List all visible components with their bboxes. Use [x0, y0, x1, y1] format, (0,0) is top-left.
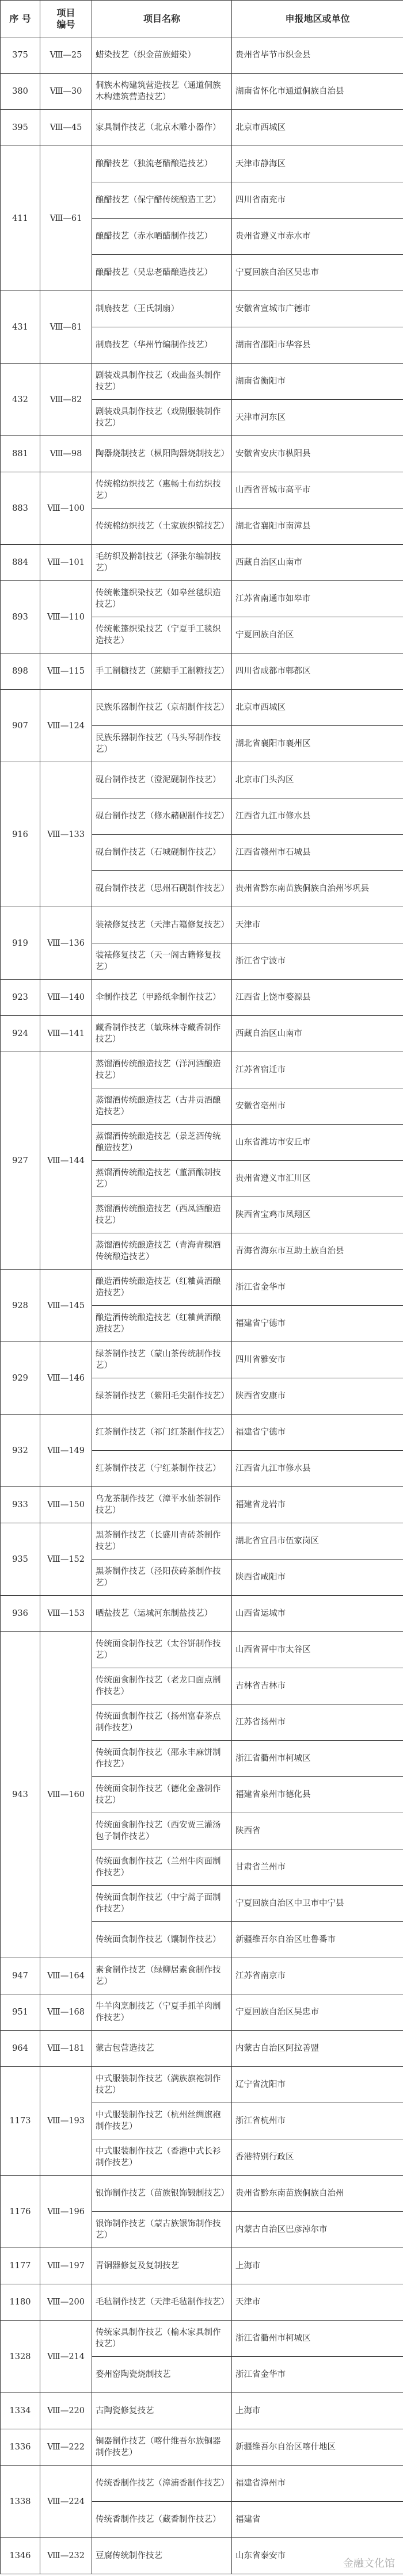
project-code: Ⅷ—45 [40, 110, 92, 146]
region: 浙江省衢州市柯城区 [232, 1741, 403, 1777]
table-row [1, 2067, 403, 2103]
row-number: 898 [1, 653, 40, 690]
table-header-row [1, 1, 403, 37]
project-name: 古陶瓷修复技艺 [92, 2393, 232, 2429]
project-name: 砚台制作技艺（修水赭砚制作技艺） [92, 798, 232, 835]
region: 新疆维吾尔自治区喀什地区 [232, 2429, 403, 2466]
row-number: 928 [1, 1270, 40, 1342]
region: 浙江省金华市 [232, 1270, 403, 1306]
project-name: 蒸馏酒传统酿造技艺（董酒酿制技艺） [92, 1161, 232, 1197]
project-name: 剧装戏具制作技艺（戏曲盔头制作技艺） [92, 364, 232, 400]
row-number: 943 [1, 1632, 40, 1958]
region: 福建省宁德市 [232, 1415, 403, 1451]
table-row [1, 1487, 403, 1523]
project-name: 藏香制作技艺（敏珠林寺藏香制作技艺） [92, 1016, 232, 1052]
project-code: Ⅷ—81 [40, 291, 92, 364]
region: 陕西省安康市 [232, 1378, 403, 1415]
project-name: 砚台制作技艺（石城砚制作技艺） [92, 835, 232, 871]
project-name: 青铜器修复及复制技艺 [92, 2248, 232, 2284]
project-code: Ⅷ—150 [40, 1487, 92, 1523]
region: 江西省九江市修水县 [232, 1451, 403, 1487]
project-name: 蜡染技艺（织金苗族蜡染） [92, 37, 232, 74]
row-number: 936 [1, 1596, 40, 1632]
region: 贵州省毕节市织金县 [232, 37, 403, 74]
region: 安徽省安庆市枞阳县 [232, 436, 403, 472]
row-number: 883 [1, 472, 40, 545]
project-name: 蒸馏酒传统酿造技艺（洋河酒酿造技艺） [92, 1052, 232, 1088]
region: 天津市 [232, 2284, 403, 2321]
table-row [1, 2466, 403, 2502]
region: 上海市 [232, 2393, 403, 2429]
table-row [1, 2031, 403, 2067]
project-name: 婺州窑陶瓷烧制技艺 [92, 2357, 232, 2393]
table-row [1, 762, 403, 798]
project-code: Ⅷ—61 [40, 146, 92, 291]
region: 西藏自治区山南市 [232, 1016, 403, 1052]
row-number: 935 [1, 1523, 40, 1596]
region: 贵州省遵义市赤水市 [232, 219, 403, 255]
row-number: 947 [1, 1958, 40, 1994]
region: 贵州省黔东南苗族侗族自治州岑巩县 [232, 871, 403, 907]
region: 湖南省邵阳市华容县 [232, 327, 403, 364]
table-row [1, 545, 403, 581]
project-name: 酿醋技艺（吴忠老醋酿造技艺） [92, 255, 232, 291]
project-code: Ⅷ—160 [40, 1632, 92, 1958]
table-row [1, 1958, 403, 1994]
project-name: 乌龙茶制作技艺（漳平水仙茶制作技艺） [92, 1487, 232, 1523]
region: 江苏省扬州市 [232, 1704, 403, 1741]
table-row [1, 1523, 403, 1560]
project-name: 蒸馏酒传统酿造技艺（景芝酒传统酿造技艺） [92, 1125, 232, 1161]
project-name: 黑茶制作技艺（泾阳茯砖茶制作技艺） [92, 1560, 232, 1596]
region: 福建省 [232, 2502, 403, 2538]
region: 浙江省衢州市柯城区 [232, 2321, 403, 2357]
project-code: Ⅷ—98 [40, 436, 92, 472]
row-number: 916 [1, 762, 40, 907]
project-name: 银饰制作技艺（蒙古族银饰制作技艺） [92, 2212, 232, 2248]
project-code: Ⅷ—124 [40, 690, 92, 762]
project-code: Ⅷ—146 [40, 1342, 92, 1415]
region: 天津市静海区 [232, 146, 403, 182]
region: 宁夏回族自治区吴忠市 [232, 1994, 403, 2031]
row-number: 932 [1, 1415, 40, 1487]
row-number: 929 [1, 1342, 40, 1415]
project-name: 手工制糖技艺（蔗糖手工制糖技艺） [92, 653, 232, 690]
project-code: Ⅷ—224 [40, 2466, 92, 2538]
row-number: 1328 [1, 2321, 40, 2393]
region: 四川省成都市郫都区 [232, 653, 403, 690]
project-name: 晒盐技艺（运城河东制盐技艺） [92, 1596, 232, 1632]
region: 江西省赣州市石城县 [232, 835, 403, 871]
region: 福建省龙岩市 [232, 1487, 403, 1523]
region: 山东省潍坊市安丘市 [232, 1125, 403, 1161]
table-row [1, 1342, 403, 1378]
project-code: Ⅷ—133 [40, 762, 92, 907]
project-code: Ⅷ—141 [40, 1016, 92, 1052]
watermark-logo: 金融文化馆 [343, 2558, 395, 2570]
project-name: 伞制作技艺（甲路纸伞制作技艺） [92, 980, 232, 1016]
project-name: 传统帐篷织染技艺（宁夏手工毯织造技艺） [92, 617, 232, 653]
project-code: Ⅷ—25 [40, 37, 92, 74]
project-code: Ⅷ—220 [40, 2393, 92, 2429]
project-name: 黑茶制作技艺（长盛川青砖茶制作技艺） [92, 1523, 232, 1560]
region: 天津市 [232, 907, 403, 943]
project-name: 酿造酒传统酿造技艺（红粬黄酒酿造技艺） [92, 1270, 232, 1306]
project-name: 传统面食制作技艺（太谷饼制作技艺） [92, 1632, 232, 1668]
table-row [1, 1632, 403, 1668]
row-number: 375 [1, 37, 40, 74]
project-code: Ⅷ—232 [40, 2538, 92, 2574]
region: 内蒙古自治区巴彦淖尔市 [232, 2212, 403, 2248]
header-number: 序 号 [1, 1, 40, 37]
project-code: Ⅷ—144 [40, 1052, 92, 1270]
row-number: 1338 [1, 2466, 40, 2538]
region: 宁夏回族自治区 [232, 617, 403, 653]
project-name: 红茶制作技艺（祁门红茶制作技艺） [92, 1415, 232, 1451]
project-name: 酿造酒传统酿造技艺（红粬黄酒酿造技艺） [92, 1306, 232, 1342]
table-row [1, 2248, 403, 2284]
project-name: 传统棉纺织技艺（惠畅土布纺织技艺） [92, 472, 232, 509]
row-number: 411 [1, 146, 40, 291]
project-name: 中式服装制作技艺（杭州丝绸旗袍制作技艺） [92, 2103, 232, 2139]
region: 江苏省宿迁市 [232, 1052, 403, 1088]
project-code: Ⅷ—222 [40, 2429, 92, 2466]
table-row [1, 581, 403, 617]
project-code: Ⅷ—214 [40, 2321, 92, 2393]
project-name: 传统家具制作技艺（榆木家具制作技艺） [92, 2321, 232, 2357]
header-region: 申报地区或单位 [232, 1, 403, 37]
table-row [1, 1016, 403, 1052]
row-number: 1334 [1, 2393, 40, 2429]
table-row [1, 907, 403, 943]
project-name: 装裱修复技艺（天一阁古籍修复技艺） [92, 943, 232, 980]
region: 安徽省宣城市广德市 [232, 291, 403, 327]
row-number: 1177 [1, 2248, 40, 2284]
table-row [1, 74, 403, 110]
row-number: 881 [1, 436, 40, 472]
project-name: 传统香制作技艺（漳浦香制作技艺） [92, 2466, 232, 2502]
project-code: Ⅷ—193 [40, 2067, 92, 2176]
region: 浙江省金华市 [232, 2357, 403, 2393]
project-name: 红茶制作技艺（宁红茶制作技艺） [92, 1451, 232, 1487]
table-row [1, 2393, 403, 2429]
row-number: 924 [1, 1016, 40, 1052]
project-name: 传统帐篷织染技艺（如皋丝毯织造技艺） [92, 581, 232, 617]
region: 内蒙古自治区阿拉善盟 [232, 2031, 403, 2067]
region: 湖南省怀化市通道侗族自治县 [232, 74, 403, 110]
region: 湖北省宜昌市伍家岗区 [232, 1523, 403, 1560]
region: 新疆维吾尔自治区吐鲁番市 [232, 1922, 403, 1958]
project-name: 民族乐器制作技艺（马头琴制作技艺） [92, 726, 232, 762]
region: 安徽省亳州市 [232, 1088, 403, 1125]
project-name: 剧装戏具制作技艺（戏剧服装制作技艺） [92, 400, 232, 436]
project-name: 豆腐传统制作技艺 [92, 2538, 232, 2574]
table-row [1, 436, 403, 472]
region: 江苏省南京市 [232, 1958, 403, 1994]
row-number: 907 [1, 690, 40, 762]
table-row [1, 653, 403, 690]
region: 四川省南充市 [232, 182, 403, 219]
row-number: 964 [1, 2031, 40, 2067]
row-number: 1180 [1, 2284, 40, 2321]
table-row [1, 1994, 403, 2031]
table-row [1, 2429, 403, 2466]
project-code: Ⅷ—140 [40, 980, 92, 1016]
region: 贵州省黔东南苗族侗族自治州 [232, 2176, 403, 2212]
table-row [1, 1415, 403, 1451]
region: 浙江省宁波市 [232, 943, 403, 980]
project-name: 传统面食制作技艺（扬州富春茶点制作技艺） [92, 1704, 232, 1741]
project-code: Ⅷ—164 [40, 1958, 92, 1994]
row-number: 395 [1, 110, 40, 146]
table-row [1, 2176, 403, 2212]
project-code: Ⅷ—101 [40, 545, 92, 581]
project-name: 陶器烧制技艺（枞阳陶器烧制技艺） [92, 436, 232, 472]
region: 辽宁省沈阳市 [232, 2067, 403, 2103]
table-row [1, 2284, 403, 2321]
header-project-code: 项目 编号 [40, 1, 92, 37]
row-number: 927 [1, 1052, 40, 1270]
row-number: 431 [1, 291, 40, 364]
project-name: 银饰制作技艺（苗族银饰锻制技艺） [92, 2176, 232, 2212]
project-code: Ⅷ—200 [40, 2284, 92, 2321]
project-name: 制扇技艺（华州竹编制作技艺） [92, 327, 232, 364]
region: 陕西省咸阳市 [232, 1560, 403, 1596]
region: 上海市 [232, 2248, 403, 2284]
table-row [1, 1270, 403, 1306]
project-code: Ⅷ—30 [40, 74, 92, 110]
project-name: 绿茶制作技艺（蒙山茶传统制作技艺） [92, 1342, 232, 1378]
project-code: Ⅷ—153 [40, 1596, 92, 1632]
project-name: 蒸馏酒传统酿造技艺（古井贡酒酿造技艺） [92, 1088, 232, 1125]
row-number: 1346 [1, 2538, 40, 2574]
row-number: 1173 [1, 2067, 40, 2176]
region: 陕西省 [232, 1813, 403, 1849]
project-name: 装裱修复技艺（天津古籍修复技艺） [92, 907, 232, 943]
table-body [1, 37, 403, 2574]
region: 青海省海东市互助土族自治县 [232, 1233, 403, 1270]
project-code: Ⅷ—115 [40, 653, 92, 690]
row-number: 933 [1, 1487, 40, 1523]
project-name: 绿茶制作技艺（紫阳毛尖制作技艺） [92, 1378, 232, 1415]
project-name: 传统面食制作技艺（中宁蒿子面制作技艺） [92, 1886, 232, 1922]
project-name: 传统面食制作技艺（邵永丰麻饼制作技艺） [92, 1741, 232, 1777]
project-name: 牛羊肉烹制技艺（宁夏手抓羊肉制作技艺） [92, 1994, 232, 2031]
project-code: Ⅷ—145 [40, 1270, 92, 1342]
project-name: 民族乐器制作技艺（京胡制作技艺） [92, 690, 232, 726]
project-name: 家具制作技艺（北京木雕小器作） [92, 110, 232, 146]
project-code: Ⅷ—152 [40, 1523, 92, 1596]
region: 天津市河东区 [232, 400, 403, 436]
project-name: 素食制作技艺（绿柳居素食制作技艺） [92, 1958, 232, 1994]
table-row [1, 364, 403, 400]
project-name: 中式服装制作技艺（满族旗袍制作技艺） [92, 2067, 232, 2103]
row-number: 432 [1, 364, 40, 436]
region: 香港特别行政区 [232, 2139, 403, 2176]
table-row [1, 1052, 403, 1088]
region: 湖南省衡阳市 [232, 364, 403, 400]
region: 山西省运城市 [232, 1596, 403, 1632]
row-number: 380 [1, 74, 40, 110]
row-number: 951 [1, 1994, 40, 2031]
region: 福建省漳州市 [232, 2466, 403, 2502]
region: 江苏省南通市如皋市 [232, 581, 403, 617]
region: 北京市西城区 [232, 110, 403, 146]
table-row [1, 291, 403, 327]
project-name: 制扇技艺（王氏制扇） [92, 291, 232, 327]
project-code: Ⅷ—136 [40, 907, 92, 980]
region: 吉林省吉林市 [232, 1668, 403, 1704]
region: 甘肃省兰州市 [232, 1849, 403, 1886]
region: 四川省雅安市 [232, 1342, 403, 1378]
table-row [1, 980, 403, 1016]
region: 江西省九江市修水县 [232, 798, 403, 835]
project-name: 传统香制作技艺（藏香制作技艺） [92, 2502, 232, 2538]
region: 陕西省宝鸡市凤翔区 [232, 1197, 403, 1233]
row-number: 1176 [1, 2176, 40, 2248]
region: 北京市西城区 [232, 690, 403, 726]
project-name: 传统面食制作技艺（德化金盏制作技艺） [92, 1777, 232, 1813]
project-name: 酿醋技艺（独流老醋酿造技艺） [92, 146, 232, 182]
region: 福建省泉州市德化县 [232, 1777, 403, 1813]
project-code: Ⅷ—100 [40, 472, 92, 545]
project-name: 酿醋技艺（保宁醋传统酿造工艺） [92, 182, 232, 219]
row-number: 919 [1, 907, 40, 980]
project-name: 毛纺织及擀制技艺（泽张尔编制技艺） [92, 545, 232, 581]
project-name: 酿醋技艺（赤水晒醋制作技艺） [92, 219, 232, 255]
table-row [1, 472, 403, 509]
project-name: 传统面食制作技艺（兰州牛肉面制作技艺） [92, 1849, 232, 1886]
region: 浙江省杭州市 [232, 2103, 403, 2139]
project-code: Ⅷ—149 [40, 1415, 92, 1487]
project-name: 蒸馏酒传统酿造技艺（青海青稞酒传统酿造技艺） [92, 1233, 232, 1270]
region: 宁夏回族自治区中卫市中宁县 [232, 1886, 403, 1922]
project-name: 蒸馏酒传统酿造技艺（西凤酒酿造技艺） [92, 1197, 232, 1233]
project-name: 毛毡制作技艺（天津毛毡制作技艺） [92, 2284, 232, 2321]
project-code: Ⅷ—196 [40, 2176, 92, 2248]
header-project-name: 项目名称 [92, 1, 232, 37]
project-code: Ⅷ—181 [40, 2031, 92, 2067]
region: 山西省晋城市高平市 [232, 472, 403, 509]
region: 宁夏回族自治区吴忠市 [232, 255, 403, 291]
table-row [1, 2321, 403, 2357]
row-number: 884 [1, 545, 40, 581]
row-number: 923 [1, 980, 40, 1016]
project-code: Ⅷ—197 [40, 2248, 92, 2284]
row-number: 893 [1, 581, 40, 653]
region: 山西省晋中市太谷区 [232, 1632, 403, 1668]
project-name: 铜器制作技艺（喀什维吾尔族铜器制作技艺） [92, 2429, 232, 2466]
region: 福建省宁德市 [232, 1306, 403, 1342]
project-name: 传统面食制作技艺（馕制作技艺） [92, 1922, 232, 1958]
table-row [1, 37, 403, 74]
project-name: 砚台制作技艺（思州石砚制作技艺） [92, 871, 232, 907]
project-code: Ⅷ—82 [40, 364, 92, 436]
project-name: 传统面食制作技艺（西安贾三灌汤包子制作技艺） [92, 1813, 232, 1849]
project-name: 传统面食制作技艺（老龙口面点制作技艺） [92, 1668, 232, 1704]
region: 贵州省遵义市汇川区 [232, 1161, 403, 1197]
project-code: Ⅷ—168 [40, 1994, 92, 2031]
region: 湖北省襄阳市南漳县 [232, 509, 403, 545]
table-row [1, 690, 403, 726]
region: 北京市门头沟区 [232, 762, 403, 798]
region: 江西省上饶市婺源县 [232, 980, 403, 1016]
table-row [1, 1596, 403, 1632]
row-number: 1336 [1, 2429, 40, 2466]
project-code: Ⅷ—110 [40, 581, 92, 653]
region: 山东省泰安市 [232, 2538, 403, 2574]
project-name: 砚台制作技艺（澄泥砚制作技艺） [92, 762, 232, 798]
project-name: 中式服装制作技艺（香港中式长衫制作技艺） [92, 2139, 232, 2176]
region: 西藏自治区山南市 [232, 545, 403, 581]
project-name: 蒙古包营造技艺 [92, 2031, 232, 2067]
table-row [1, 110, 403, 146]
table-row [1, 146, 403, 182]
project-name: 传统棉纺织技艺（土家族织锦技艺） [92, 509, 232, 545]
region: 湖北省襄阳市襄州区 [232, 726, 403, 762]
project-name: 侗族木构建筑营造技艺（通道侗族木构建筑营造技艺） [92, 74, 232, 110]
